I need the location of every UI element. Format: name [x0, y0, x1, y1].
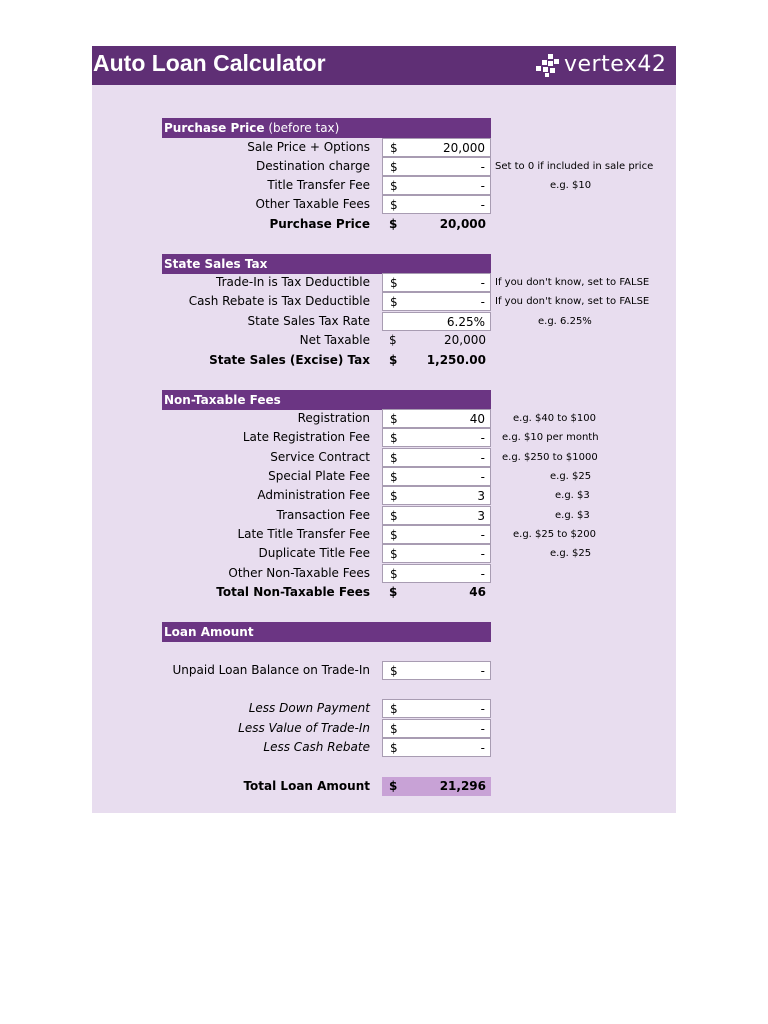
hint-note: e.g. $250 to $1000 [502, 452, 598, 463]
row-unpaid-loan-balance [92, 661, 676, 680]
cell-value: - [480, 722, 485, 736]
cell-value: - [480, 295, 485, 309]
non-taxable-fees-total [382, 583, 491, 602]
row-less-down-payment [92, 699, 676, 718]
cell-value: 20,000 [443, 141, 485, 155]
hint-note: e.g. 6.25% [538, 316, 592, 327]
row-label: Less Cash Rebate [263, 740, 370, 754]
cell-value: - [480, 198, 485, 212]
row-label: Less Down Payment [248, 701, 370, 715]
row-other-non-taxable-fees [92, 564, 676, 583]
cell-value: - [480, 567, 485, 581]
section-purchase-price [162, 118, 491, 138]
row-label: Transaction Fee [276, 508, 370, 522]
row-sales-tax-total [92, 351, 676, 370]
row-label: Special Plate Fee [268, 469, 370, 483]
currency-symbol: $ [390, 470, 398, 484]
logo-wordmark: vertex42 [564, 52, 667, 77]
cell-value: - [480, 451, 485, 465]
cell-value: - [480, 276, 485, 290]
row-non-taxable-fees-total [92, 583, 676, 602]
other-non-taxable-fees-input[interactable] [382, 564, 491, 583]
row-title-transfer-fee [92, 176, 676, 195]
row-label: Other Taxable Fees [255, 197, 370, 211]
currency-symbol: $ [390, 198, 398, 212]
row-label: Destination charge [256, 159, 370, 173]
row-sales-tax-rate [92, 312, 676, 331]
row-purchase-price-total [92, 215, 676, 234]
cell-value: 20,000 [444, 333, 486, 347]
currency-symbol: $ [390, 528, 398, 542]
currency-symbol: $ [390, 664, 398, 678]
currency-symbol: $ [390, 160, 398, 174]
vertex42-logo [534, 51, 674, 81]
hint-note: If you don't know, set to FALSE [495, 277, 650, 288]
currency-symbol: $ [390, 431, 398, 445]
administration-fee-input[interactable] [382, 486, 491, 505]
section-heading: Purchase Price [164, 121, 265, 135]
currency-symbol: $ [390, 141, 398, 155]
title-bar [92, 46, 676, 85]
row-label: Service Contract [270, 450, 370, 464]
cell-value: 3 [477, 489, 485, 503]
row-net-taxable [92, 331, 676, 350]
row-label: Unpaid Loan Balance on Trade-In [172, 663, 370, 677]
hint-note: e.g. $25 [550, 471, 592, 482]
cell-value: - [480, 431, 485, 445]
duplicate-title-fee-input[interactable] [382, 544, 491, 563]
title-transfer-fee-input[interactable] [382, 176, 491, 195]
currency-symbol: $ [390, 741, 398, 755]
cell-value: - [480, 664, 485, 678]
row-other-taxable-fees [92, 195, 676, 214]
row-label: Net Taxable [299, 333, 370, 347]
cell-value: 1,250.00 [426, 353, 486, 367]
row-administration-fee [92, 486, 676, 505]
currency-symbol: $ [389, 585, 398, 599]
row-cash-rebate-deductible [92, 292, 676, 311]
row-total-loan-amount [92, 777, 676, 796]
total-loan-amount [382, 777, 491, 796]
row-transaction-fee [92, 506, 676, 525]
hint-note: e.g. $25 [550, 548, 592, 559]
section-heading: Loan Amount [164, 625, 254, 639]
row-label: Other Non-Taxable Fees [228, 566, 370, 580]
row-destination-charge [92, 157, 676, 176]
hint-note: e.g. $40 to $100 [513, 413, 596, 424]
hint-note: e.g. $25 to $200 [513, 529, 596, 540]
row-label: Registration [297, 411, 370, 425]
trade-in-value-input[interactable] [382, 719, 491, 738]
cell-value: 20,000 [439, 217, 486, 231]
row-label: Trade-In is Tax Deductible [216, 275, 370, 289]
currency-symbol: $ [390, 722, 398, 736]
hint-note: e.g. $3 [555, 490, 590, 501]
currency-symbol: $ [390, 547, 398, 561]
net-taxable-value [382, 331, 491, 350]
row-label: Less Value of Trade-In [238, 721, 370, 735]
cell-value: - [480, 179, 485, 193]
registration-input[interactable] [382, 409, 491, 428]
down-payment-input[interactable] [382, 699, 491, 718]
cell-value: - [480, 741, 485, 755]
calculator-sheet [92, 46, 676, 813]
cash-rebate-input[interactable] [382, 738, 491, 757]
row-label: Late Title Transfer Fee [237, 527, 370, 541]
row-special-plate-fee [92, 467, 676, 486]
sales-tax-total [382, 351, 491, 370]
hint-note: Set to 0 if included in sale price [495, 161, 654, 172]
section-heading-suffix: (before tax) [268, 121, 340, 135]
destination-charge-input[interactable] [382, 157, 491, 176]
row-trade-in-deductible [92, 273, 676, 292]
row-label: Administration Fee [257, 488, 370, 502]
cell-value: 40 [469, 412, 485, 426]
row-late-registration-fee [92, 428, 676, 447]
row-label: Purchase Price [269, 217, 370, 231]
currency-symbol: $ [389, 217, 398, 231]
section-heading: Non-Taxable Fees [164, 393, 281, 407]
currency-symbol: $ [389, 333, 397, 347]
row-less-trade-in-value [92, 719, 676, 738]
section-non-taxable-fees [162, 390, 491, 410]
cell-value: 6.25% [446, 315, 485, 329]
currency-symbol: $ [390, 509, 398, 523]
section-heading: State Sales Tax [164, 257, 268, 271]
row-label: Cash Rebate is Tax Deductible [188, 294, 370, 308]
row-sale-price [92, 138, 676, 157]
cell-value: - [480, 160, 485, 174]
unpaid-loan-balance-input[interactable] [382, 661, 491, 680]
service-contract-input[interactable] [382, 448, 491, 467]
row-registration [92, 409, 676, 428]
row-label: Sale Price + Options [247, 140, 370, 154]
currency-symbol: $ [389, 353, 398, 367]
row-label: Title Transfer Fee [267, 178, 370, 192]
row-label: Late Registration Fee [242, 430, 370, 444]
currency-symbol: $ [390, 412, 398, 426]
row-label: Duplicate Title Fee [258, 546, 370, 560]
row-service-contract [92, 448, 676, 467]
currency-symbol: $ [390, 179, 398, 193]
hint-note: e.g. $10 [550, 180, 592, 191]
row-duplicate-title-fee [92, 544, 676, 563]
row-label: Total Loan Amount [243, 779, 370, 793]
transaction-fee-input[interactable] [382, 506, 491, 525]
currency-symbol: $ [390, 489, 398, 503]
cell-value: 21,296 [439, 779, 486, 793]
currency-symbol: $ [390, 451, 398, 465]
currency-symbol: $ [390, 702, 398, 716]
other-taxable-fees-input[interactable] [382, 195, 491, 214]
currency-symbol: $ [389, 779, 398, 793]
page-title: Auto Loan Calculator [93, 50, 326, 76]
logo-mark-icon [534, 54, 560, 78]
special-plate-fee-input[interactable] [382, 467, 491, 486]
late-title-transfer-fee-input[interactable] [382, 525, 491, 544]
row-label: Total Non-Taxable Fees [216, 585, 370, 599]
cash-rebate-deductible-input[interactable] [382, 292, 491, 311]
cell-value: - [480, 528, 485, 542]
cell-value: - [480, 702, 485, 716]
hint-note: e.g. $10 per month [502, 432, 599, 443]
currency-symbol: $ [390, 295, 398, 309]
cell-value: 46 [469, 585, 486, 599]
row-late-title-transfer-fee [92, 525, 676, 544]
currency-symbol: $ [390, 276, 398, 290]
sales-tax-rate-input[interactable] [382, 312, 491, 331]
row-less-cash-rebate [92, 738, 676, 757]
row-label: State Sales (Excise) Tax [209, 353, 370, 367]
late-registration-fee-input[interactable] [382, 428, 491, 447]
section-state-sales-tax [162, 254, 491, 274]
hint-note: If you don't know, set to FALSE [495, 296, 650, 307]
currency-symbol: $ [390, 567, 398, 581]
trade-in-deductible-input[interactable] [382, 273, 491, 292]
section-loan-amount [162, 622, 491, 642]
cell-value: - [480, 547, 485, 561]
hint-note: e.g. $3 [555, 510, 590, 521]
cell-value: - [480, 470, 485, 484]
row-label: State Sales Tax Rate [247, 314, 370, 328]
sale-price-input[interactable] [382, 138, 491, 157]
cell-value: 3 [477, 509, 485, 523]
purchase-price-total [382, 215, 491, 234]
